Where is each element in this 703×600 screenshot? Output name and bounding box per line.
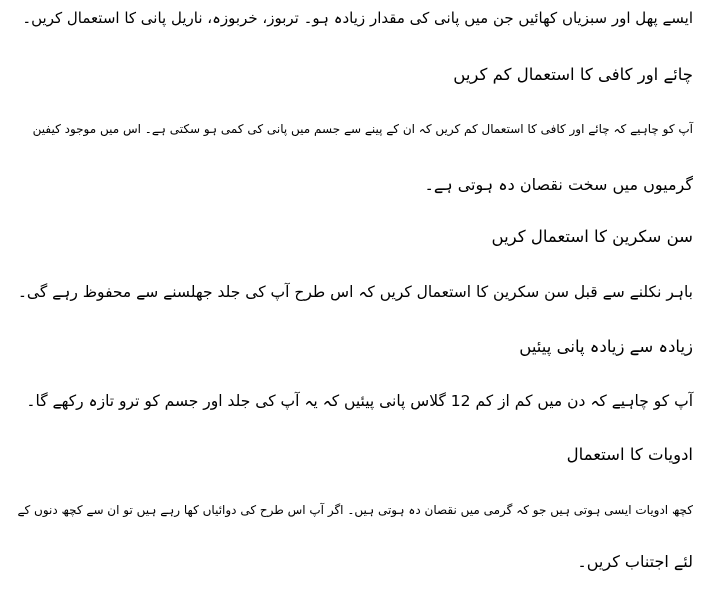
paragraph-tea-coffee-line-2: گرمیوں میں سخت نقصان دہ ہوتی ہے۔ [424, 175, 693, 194]
heading-drink-water: زیادہ سے زیادہ پانی پیئیں [519, 337, 693, 356]
heading-medicines: ادویات کا استعمال [566, 445, 693, 464]
paragraph-medicines-line-2: لئے اجتناب کریں۔ [577, 552, 693, 571]
paragraph-medicines-line-1: کچھ ادویات ایسی ہوتی ہیں جو کہ گرمی میں نقصان دہ ہوتی ہیں۔ اگر آپ اس طرح کی دوائیاں کھا رہے ہیں تو ان سے کچھ دنوں کے [17, 503, 693, 517]
heading-tea-coffee: چائے اور کافی کا استعمال کم کریں [453, 65, 693, 84]
paragraph-tea-coffee-line-1: آپ کو چاہیے کہ چائے اور کافی کا استعمال کم کریں کہ ان کے پینے سے جسم میں پانی کی کمی ہو سکتی ہے۔ اس میں موجود کیفین [32, 122, 693, 136]
paragraph-sunscreen: باہر نکلنے سے قبل سن سکرین کا استعمال کریں کہ اس طرح آپ کی جلد جھلسنے سے محفوظ رہے گی۔ [17, 283, 693, 301]
paragraph-water-rich-foods: ایسے پھل اور سبزیاں کھائیں جن میں پانی کی مقدار زیادہ ہو۔ تربوز، خربوزہ، ناریل پانی کا استعمال کریں۔ [22, 9, 693, 27]
paragraph-drink-water: آپ کو چاہیے کہ دن میں کم از کم 12 گلاس پانی پیئیں کہ یہ آپ کی جلد اور جسم کو ترو تازہ رکھے گا۔ [26, 392, 693, 410]
heading-sunscreen: سن سکرین کا استعمال کریں [491, 227, 693, 246]
